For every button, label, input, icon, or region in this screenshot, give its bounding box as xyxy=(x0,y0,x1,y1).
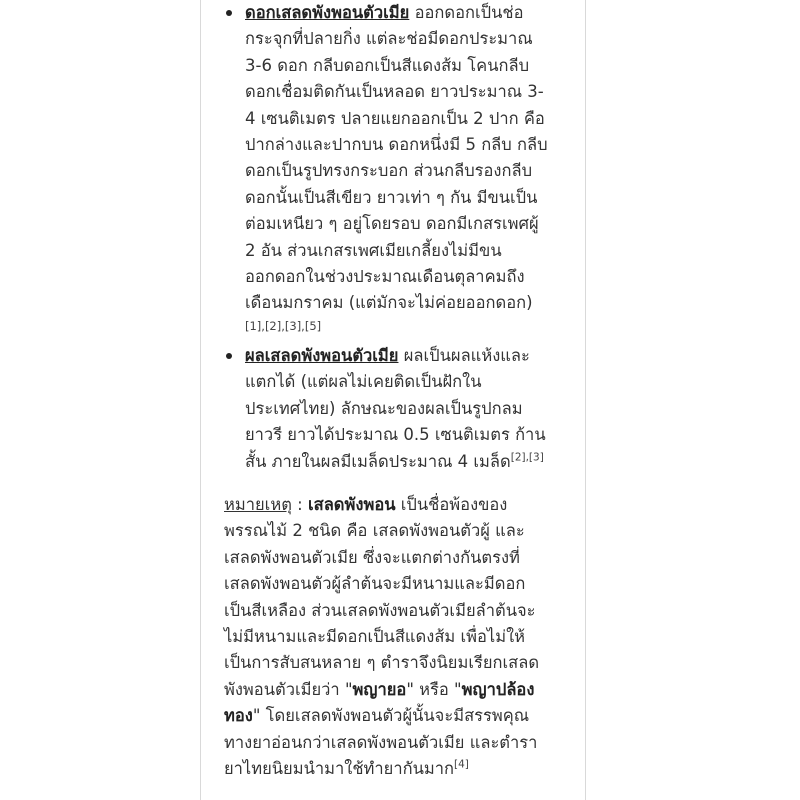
text-line: ยาวรี ยาวได้ประมาณ 0.5 เซนติเมตร ก้าน xyxy=(245,425,546,445)
text-line: กระจุกที่ปลายกิ่ง แต่ละช่อมีดอกประมาณ xyxy=(245,29,533,49)
bullet-icon xyxy=(226,353,232,359)
text-line: ไม่มีหนามและมีดอกเป็นสีแดงส้ม เพื่อไม่ให้ xyxy=(224,626,526,646)
text-line: ดอกเสลดพังพอนตัวเมีย ออกดอกเป็นช่อ xyxy=(245,3,524,22)
text-line: 2 อัน ส่วนเกสรเพศเมียเกลี้ยงไม่มีขน xyxy=(245,240,502,260)
text-line: สั้น ภายในผลมีเมล็ดประมาณ 4 เมล็ด[2],[3] xyxy=(245,451,544,471)
female-fruit-term[interactable]: ผลเสลดพังพอนตัวเมีย xyxy=(245,345,399,365)
female-flower-item xyxy=(224,0,564,335)
text-line: ดอกเป็นรูปทรงกระบอก ส่วนกลีบรองกลีบ xyxy=(245,161,533,181)
alt-name-phaya-plong-thong: พญาปล้อง xyxy=(461,679,535,699)
text-line: 3-6 ดอก กลีบดอกเป็นสีแดงส้ม โคนกลีบ xyxy=(245,55,530,75)
text-line: ออกดอกในช่วงประมาณเดือนตุลาคมถึง xyxy=(245,267,525,287)
text-line: เสลดพังพอนตัวผู้ลำต้นจะมีหนามและมีดอก xyxy=(224,574,526,594)
text-line: ต่อมเหนียว ๆ อยู่โดยรอบ ดอกมีเกสรเพศผู้ xyxy=(245,214,539,234)
text-line: เสลดพังพอนตัวเมีย ซึ่งจะแตกต่างกันตรงที่ xyxy=(224,547,520,567)
text-line: ดอกนั้นเป็นสีเขียว ยาวเท่า ๆ กัน มีขนเป็น xyxy=(245,187,538,207)
text-line: ดอกเชื่อมติดกันเป็นหลอด ยาวประมาณ 3- xyxy=(245,82,544,102)
note-label: หมายเหตุ xyxy=(224,494,292,514)
article-column xyxy=(200,0,586,800)
alt-name-phaya-yo: พญายอ xyxy=(352,679,407,699)
citation-links[interactable]: [1],[2],[3],[5] xyxy=(245,318,322,333)
citation-link[interactable]: [2],[3] xyxy=(510,451,544,463)
bullet-icon xyxy=(226,10,232,16)
description-list xyxy=(224,0,564,475)
text-line: ปากล่างและปากบน ดอกหนึ่งมี 5 กลีบ กลีบ xyxy=(245,135,548,155)
text-line: 4 เซนติเมตร ปลายแยกออกเป็น 2 ปาก คือ xyxy=(245,108,545,128)
text-line: พังพอนตัวเมียว่า "พญายอ" หรือ "พญาปล้อง xyxy=(224,679,535,699)
article-content xyxy=(224,0,564,782)
text-line: หมายเหตุ : เสลดพังพอน เป็นชื่อพ้องของ xyxy=(224,494,508,514)
text-line: เป็นสีเหลือง ส่วนเสลดพังพอนตัวเมียลำต้นจะ xyxy=(224,600,536,620)
note-subject: เสลดพังพอน xyxy=(307,494,396,514)
text-line: ทางยาอ่อนกว่าเสลดพังพอนตัวเมีย และตำรา xyxy=(224,732,538,752)
note-paragraph xyxy=(224,492,564,782)
text-line: แตกได้ (แต่ผลไม่เคยติดเป็นฝักใน xyxy=(245,372,482,392)
text-line: เดือนมกราคม (แต่มักจะไม่ค่อยออกดอก) xyxy=(245,293,533,313)
text-line: พรรณไม้ 2 ชนิด คือ เสลดพังพอนตัวผู้ และ xyxy=(224,521,525,541)
text-line: ผลเสลดพังพอนตัวเมีย ผลเป็นผลแห้งและ xyxy=(245,345,530,365)
alt-name-phaya-plong-thong-cont: ทอง xyxy=(224,706,253,726)
text-line: ยาไทยนิยมนำมาใช้ทำยากันมาก[4] xyxy=(224,758,469,778)
text-line: เป็นการสับสนหลาย ๆ ตำราจึงนิยมเรียกเสลด xyxy=(224,653,540,673)
female-fruit-item xyxy=(224,343,564,475)
female-flower-term[interactable]: ดอกเสลดพังพอนตัวเมีย xyxy=(245,3,410,22)
text-line: ทอง" โดยเสลดพังพอนตัวผู้นั้นจะมีสรรพคุณ xyxy=(224,706,530,726)
text-line: ประเทศไทย) ลักษณะของผลเป็นรูปกลม xyxy=(245,398,523,418)
citation-link[interactable]: [4] xyxy=(454,758,469,771)
